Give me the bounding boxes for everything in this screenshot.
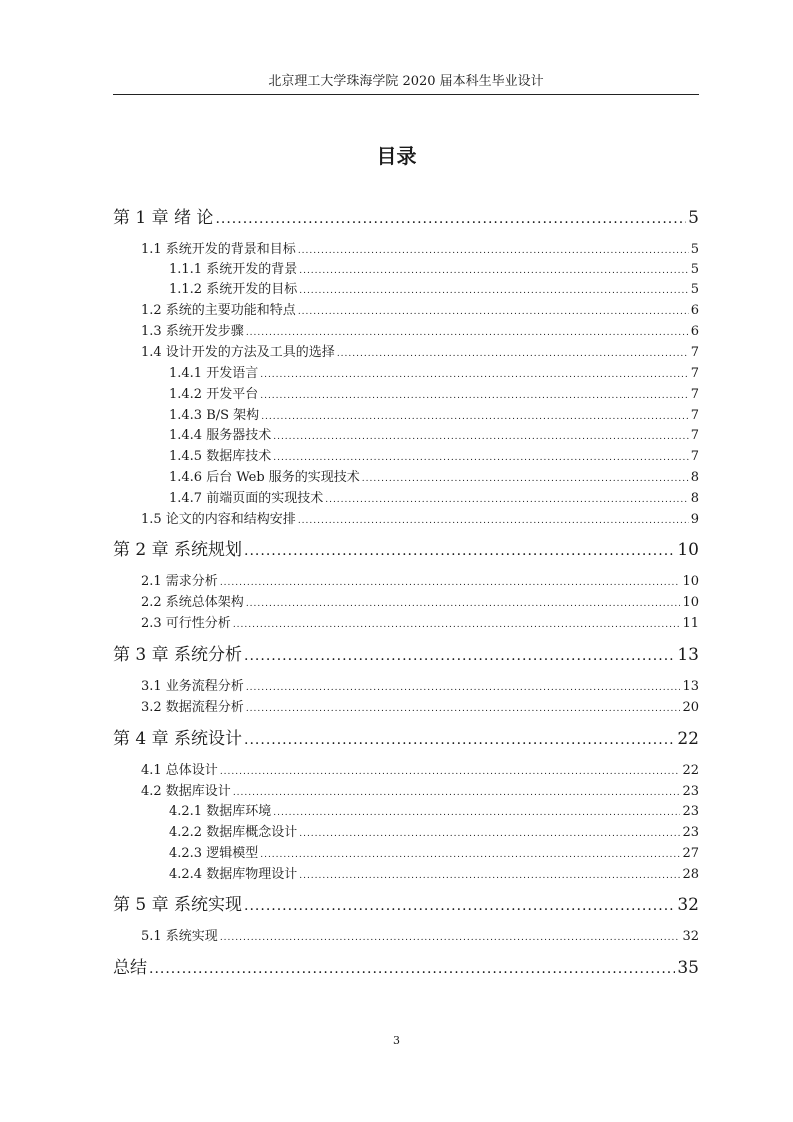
toc-entry-level-3[interactable] [169, 280, 699, 300]
toc-entry-level-1[interactable] [113, 726, 699, 752]
toc-entry-label: 4.2.3 逻辑模型 [169, 846, 259, 861]
toc-entry-level-2[interactable] [141, 510, 699, 530]
toc-entry-label: 3.2 数据流程分析 [141, 700, 244, 715]
toc-leader-dots [298, 511, 689, 531]
toc-entry-page: 27 [682, 846, 699, 861]
toc-entry-level-3[interactable] [169, 489, 699, 509]
toc-entry-label: 1.4.4 服务器技术 [169, 428, 272, 443]
toc-entry-level-2[interactable] [141, 614, 699, 634]
toc-entry-label: 1.4.1 开发语言 [169, 366, 259, 381]
toc-entry-page: 10 [682, 595, 699, 610]
toc-entry-page: 11 [682, 616, 699, 631]
toc-title: 目录 [376, 144, 417, 168]
toc-leader-dots [299, 824, 680, 844]
page-number: 3 [393, 1034, 400, 1047]
toc-entry-level-3[interactable] [169, 865, 699, 885]
toc-entry-level-3[interactable] [169, 385, 699, 405]
toc-leader-dots [246, 594, 681, 614]
toc-leader-dots [362, 469, 689, 489]
toc-entry-level-3[interactable] [169, 406, 699, 426]
toc-leader-dots [233, 783, 681, 803]
toc-entry-label: 1.4.2 开发平台 [169, 387, 259, 402]
toc-entry-label: 1.1.2 系统开发的目标 [169, 282, 298, 297]
toc-entry-page: 5 [690, 262, 699, 277]
toc-entry-level-3[interactable] [169, 823, 699, 843]
toc-leader-dots [298, 241, 689, 261]
toc-entry-page: 22 [682, 763, 699, 778]
toc-entry-level-2[interactable] [141, 761, 699, 781]
toc-entry-page: 6 [690, 324, 699, 339]
toc-entry-level-3[interactable] [169, 802, 699, 822]
toc-leader-dots [244, 727, 675, 753]
toc-entry-label: 第 5 章 系统实现 [113, 895, 243, 915]
toc-entry-page: 32 [677, 895, 699, 915]
toc-entry-level-3[interactable] [169, 844, 699, 864]
toc-leader-dots [220, 573, 681, 593]
toc-entry-page: 35 [677, 958, 699, 978]
toc-entry-label: 1.1.1 系统开发的背景 [169, 262, 298, 277]
toc-entry-label: 1.4.6 后台 Web 服务的实现技术 [169, 470, 360, 485]
toc-leader-dots [273, 803, 680, 823]
toc-entry-level-2[interactable] [141, 593, 699, 613]
toc-entry-label: 3.1 业务流程分析 [141, 679, 244, 694]
toc-entry-level-2[interactable] [141, 927, 699, 947]
toc-entry-page: 8 [690, 491, 699, 506]
toc-entry-level-1[interactable] [113, 537, 699, 563]
toc-leader-dots [246, 699, 681, 719]
toc-leader-dots [246, 323, 689, 343]
toc-leader-dots [298, 302, 689, 322]
toc-entry-level-1[interactable] [113, 892, 699, 918]
toc-entry-level-3[interactable] [169, 260, 699, 280]
toc-leader-dots [273, 427, 689, 447]
toc-leader-dots [261, 407, 689, 427]
toc-entry-label: 1.4.7 前端页面的实现技术 [169, 491, 324, 506]
toc-entry-level-1[interactable] [113, 642, 699, 668]
toc-entry-level-2[interactable] [141, 343, 699, 363]
toc-entry-label: 2.2 系统总体架构 [141, 595, 244, 610]
toc-entry-label: 第 1 章 绪 论 [113, 208, 214, 228]
toc-entry-level-1[interactable] [113, 955, 699, 981]
toc-entry-level-2[interactable] [141, 572, 699, 592]
toc-entry-page: 28 [682, 867, 699, 882]
toc-entry-level-2[interactable] [141, 698, 699, 718]
toc-entry-page: 10 [677, 540, 699, 560]
toc-leader-dots [260, 845, 680, 865]
toc-leader-dots [220, 928, 681, 948]
toc-entry-level-2[interactable] [141, 322, 699, 342]
toc-entry-page: 5 [688, 208, 699, 228]
toc-leader-dots [246, 678, 681, 698]
toc-leader-dots [299, 261, 689, 281]
toc-entry-label: 4.2.1 数据库环境 [169, 804, 272, 819]
toc-entry-level-1[interactable] [113, 205, 699, 231]
toc-entry-label: 第 3 章 系统分析 [113, 645, 243, 665]
toc-entry-label: 1.4.3 B/S 架构 [169, 408, 260, 423]
toc-entry-level-2[interactable] [141, 677, 699, 697]
toc-entry-page: 23 [682, 804, 699, 819]
toc-entry-label: 1.2 系统的主要功能和特点 [141, 303, 296, 318]
toc-leader-dots [299, 866, 680, 886]
toc-entry-label: 1.5 论文的内容和结构安排 [141, 512, 296, 527]
toc-entry-label: 4.2 数据库设计 [141, 784, 231, 799]
toc-entry-page: 23 [682, 784, 699, 799]
toc-entry-label: 2.3 可行性分析 [141, 616, 231, 631]
toc-entry-page: 5 [690, 282, 699, 297]
toc-entry-level-2[interactable] [141, 301, 699, 321]
toc-entry-label: 第 2 章 系统规划 [113, 540, 243, 560]
toc-entry-label: 4.2.2 数据库概念设计 [169, 825, 298, 840]
toc-entry-page: 8 [690, 470, 699, 485]
toc-leader-dots [273, 448, 689, 468]
toc-leader-dots [260, 365, 689, 385]
toc-entry-page: 7 [690, 366, 699, 381]
toc-entry-page: 13 [677, 645, 699, 665]
toc-entry-page: 6 [690, 303, 699, 318]
toc-entry-label: 4.2.4 数据库物理设计 [169, 867, 298, 882]
toc-entry-page: 32 [682, 929, 699, 944]
toc-entry-page: 10 [682, 574, 699, 589]
toc-entry-page: 5 [690, 242, 699, 257]
toc-leader-dots [337, 344, 689, 364]
toc-leader-dots [244, 538, 675, 564]
toc-entry-page: 22 [677, 729, 699, 749]
toc-entry-label: 4.1 总体设计 [141, 763, 218, 778]
toc-entry-label: 1.1 系统开发的背景和目标 [141, 242, 296, 257]
toc-entry-page: 13 [682, 679, 699, 694]
toc-leader-dots [215, 206, 686, 232]
toc-entry-page: 7 [690, 408, 699, 423]
toc-entry-label: 1.4.5 数据库技术 [169, 449, 272, 464]
toc-entry-label: 1.3 系统开发步骤 [141, 324, 244, 339]
toc-entry-label: 总结 [113, 958, 147, 978]
toc-entry-level-2[interactable] [141, 240, 699, 260]
toc-entry-page: 7 [690, 345, 699, 360]
toc-entry-level-3[interactable] [169, 447, 699, 467]
toc-entry-page: 7 [690, 449, 699, 464]
toc-leader-dots [244, 643, 675, 669]
toc-entry-label: 1.4 设计开发的方法及工具的选择 [141, 345, 335, 360]
toc-leader-dots [149, 956, 675, 982]
header-text: 北京理工大学珠海学院 2020 届本科生毕业设计 [268, 74, 544, 89]
toc-entry-page: 23 [682, 825, 699, 840]
toc-entry-label: 第 4 章 系统设计 [113, 729, 243, 749]
toc-entry-page: 7 [690, 428, 699, 443]
toc-entry-page: 20 [682, 700, 699, 715]
toc-entry-page: 9 [690, 512, 699, 527]
toc-leader-dots [244, 893, 675, 919]
toc-entry-level-3[interactable] [169, 468, 699, 488]
toc-entry-label: 5.1 系统实现 [141, 929, 218, 944]
toc-leader-dots [299, 281, 689, 301]
toc-leader-dots [220, 762, 681, 782]
toc-leader-dots [325, 490, 689, 510]
toc-entry-page: 7 [690, 387, 699, 402]
toc-entry-level-3[interactable] [169, 426, 699, 446]
toc-leader-dots [233, 615, 681, 635]
toc-leader-dots [260, 386, 689, 406]
toc-entry-label: 2.1 需求分析 [141, 574, 218, 589]
toc-entry-level-3[interactable] [169, 364, 699, 384]
toc-entry-level-2[interactable] [141, 782, 699, 802]
